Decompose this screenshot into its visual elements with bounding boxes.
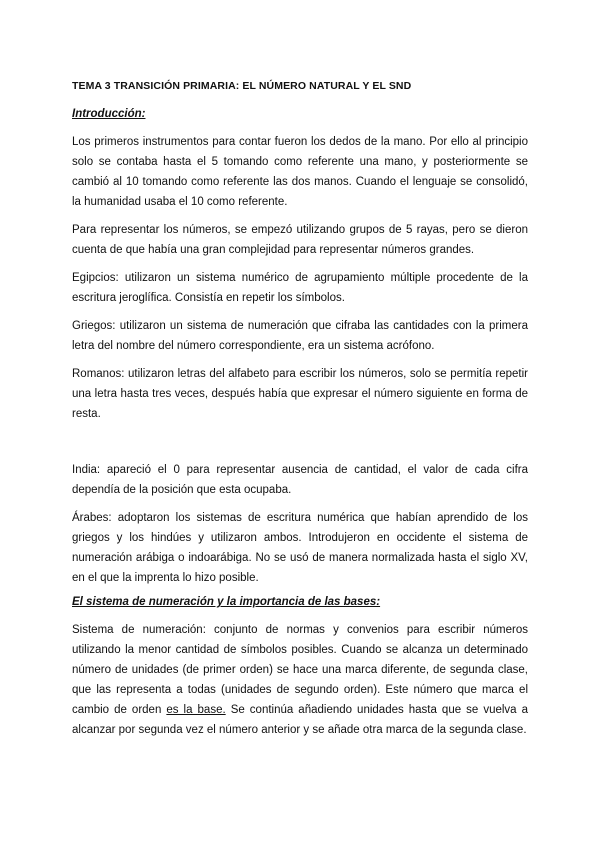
paragraph-text-before: Sistema de numeración: conjunto de normas y convenios para escribir números utilizando la menor cantidad de símbolos posibles. Cuando se alcanza un determinado número de unidades (de primer orden) se hace una marca diferente, de segunda clase, que las representa a todas (unidades de segundo orden). Este número que marca el cambio de orden: [72, 624, 528, 716]
paragraph-sistema-numeracion: [72, 620, 528, 740]
paragraph-arabes: Árabes: adoptaron los sistemas de escritura numérica que habían aprendido de los griegos y los hindúes y utilizaron ambos. Introdujeron en occidente el sistema de numeración arábiga o indoarábiga. No se usó de manera normalizada hasta el siglo XV, en el que la imprenta lo hizo posible.: [72, 512, 528, 584]
paragraph-griegos: Griegos: utilizaron un sistema de numeración que cifraba las cantidades con la primera letra del nombre del número correspondiente, era un sistema acrófono.: [72, 320, 528, 352]
document-title: TEMA 3 TRANSICIÓN PRIMARIA: EL NÚMERO NATURAL Y EL SND: [72, 80, 412, 92]
paragraph-india: India: apareció el 0 para representar ausencia de cantidad, el valor de cada cifra dependía de la posición que esta ocupaba.: [72, 464, 528, 496]
paragraph-text-after: Se continúa añadiendo unidades hasta que se vuelva a alcanzar por segunda vez el número anterior y se añade otra marca de la segunda clase.: [72, 704, 528, 736]
underlined-phrase-base: es la base.: [166, 704, 226, 716]
blank-space: [72, 432, 528, 460]
paragraph-romanos: Romanos: utilizaron letras del alfabeto para escribir los números, solo se permitía repetir una letra hasta tres veces, después había que expresar el número siguiente en forma de resta.: [72, 368, 528, 420]
paragraph-egipcios: Egipcios: utilizaron un sistema numérico de agrupamiento múltiple procedente de la escritura jeroglífica. Consistía en repetir los símbolos.: [72, 272, 528, 304]
section-heading-sistema-numeracion: El sistema de numeración y la importancia de las bases:: [72, 596, 381, 608]
section-heading-introduccion: Introducción:: [72, 108, 146, 120]
paragraph-primeros-instrumentos: Los primeros instrumentos para contar fueron los dedos de la mano. Por ello al principio solo se contaba hasta el 5 tomando como referente una mano, y posteriormente se cambió al 10 tomando como referente las dos manos. Cuando el lenguaje se consolidó, la humanidad usaba el 10 como referente.: [72, 136, 528, 208]
paragraph-representar-numeros: Para representar los números, se empezó utilizando grupos de 5 rayas, pero se dieron cuenta de que había una gran complejidad para representar números grandes.: [72, 224, 528, 256]
